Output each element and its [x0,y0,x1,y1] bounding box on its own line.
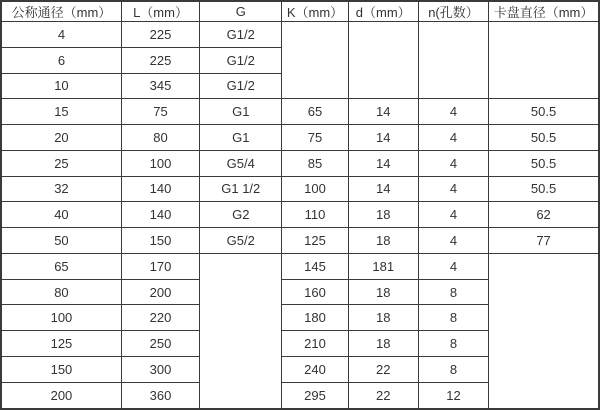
table-cell: G2 [200,202,282,228]
table-cell: 14 [348,176,418,202]
table-cell: 240 [282,356,348,382]
header-cell-1: L（mm） [121,1,199,22]
header-cell-6: 卡盘直径（mm） [489,1,599,22]
table-cell: 4 [418,125,488,151]
table-cell: 300 [121,356,199,382]
table-cell: 65 [282,99,348,125]
table-cell: 4 [418,228,488,254]
table-cell: 18 [348,305,418,331]
table-cell: 100 [1,305,121,331]
table-cell: 25 [1,150,121,176]
table-cell: 50 [1,228,121,254]
table-cell: 200 [1,382,121,409]
table-cell: 295 [282,382,348,409]
table-cell: 140 [121,176,199,202]
table-cell: 145 [282,253,348,279]
table-cell [489,22,599,99]
table-cell: 180 [282,305,348,331]
table-cell [489,253,599,409]
table-cell [282,22,348,99]
table-cell: G1/2 [200,73,282,99]
table-cell: 75 [121,99,199,125]
table-body [1,22,599,410]
table-cell: 80 [1,279,121,305]
table-cell: 160 [282,279,348,305]
table-cell: 345 [121,73,199,99]
table-cell: 18 [348,202,418,228]
table-cell: 181 [348,253,418,279]
table-cell: G1 1/2 [200,176,282,202]
table-cell: 225 [121,47,199,73]
table-cell: 50.5 [489,125,599,151]
header-cell-3: K（mm） [282,1,348,22]
table-cell: 210 [282,331,348,357]
table-cell: 65 [1,253,121,279]
table-cell: 100 [121,150,199,176]
table-cell: 50.5 [489,150,599,176]
header-cell-0: 公称通径（mm） [1,1,121,22]
table-cell: 8 [418,356,488,382]
table-cell: 18 [348,228,418,254]
table-cell: 14 [348,125,418,151]
table-cell: 15 [1,99,121,125]
table-cell: 12 [418,382,488,409]
table-cell: 4 [418,253,488,279]
table-cell: G1 [200,99,282,125]
table-cell: 225 [121,22,199,48]
table-cell: 140 [121,202,199,228]
table-cell: 50.5 [489,99,599,125]
table-cell: 200 [121,279,199,305]
table-cell: G1 [200,125,282,151]
table-row [1,22,599,48]
table-cell: 4 [418,99,488,125]
table-cell: 14 [348,150,418,176]
table-cell: 4 [418,176,488,202]
table-cell: G5/4 [200,150,282,176]
table-cell [348,22,418,99]
table-cell: 4 [418,150,488,176]
table-row [1,253,599,279]
table-cell: 85 [282,150,348,176]
table-cell: 170 [121,253,199,279]
table-cell: 20 [1,125,121,151]
table-cell: G1/2 [200,22,282,48]
table-row [1,176,599,202]
table-cell: 18 [348,331,418,357]
header-cell-2: G [200,1,282,22]
table-row [1,125,599,151]
table-cell: 220 [121,305,199,331]
table-cell: 8 [418,331,488,357]
table-row [1,99,599,125]
table-cell [200,253,282,409]
table-cell: 6 [1,47,121,73]
table-cell: 40 [1,202,121,228]
table-cell: 18 [348,279,418,305]
table-cell: 110 [282,202,348,228]
table-cell: 80 [121,125,199,151]
table-cell: 75 [282,125,348,151]
table-cell: 125 [1,331,121,357]
table-cell: 150 [121,228,199,254]
table-row [1,228,599,254]
table-cell: 100 [282,176,348,202]
table-cell: 4 [1,22,121,48]
table-cell: 50.5 [489,176,599,202]
table-cell: 10 [1,73,121,99]
table-cell: 8 [418,279,488,305]
table-cell: 32 [1,176,121,202]
table-cell: G1/2 [200,47,282,73]
table-cell: G5/2 [200,228,282,254]
table-row [1,150,599,176]
table-cell: 360 [121,382,199,409]
table-cell: 250 [121,331,199,357]
table-cell: 22 [348,356,418,382]
table-row [1,202,599,228]
table-cell: 150 [1,356,121,382]
table-cell: 125 [282,228,348,254]
table-cell: 22 [348,382,418,409]
table-cell: 77 [489,228,599,254]
header-cell-4: d（mm） [348,1,418,22]
table-cell [418,22,488,99]
header-cell-5: n(孔数） [418,1,488,22]
table-cell: 62 [489,202,599,228]
table-cell: 4 [418,202,488,228]
table-cell: 8 [418,305,488,331]
header-row [1,1,599,22]
table-cell: 14 [348,99,418,125]
